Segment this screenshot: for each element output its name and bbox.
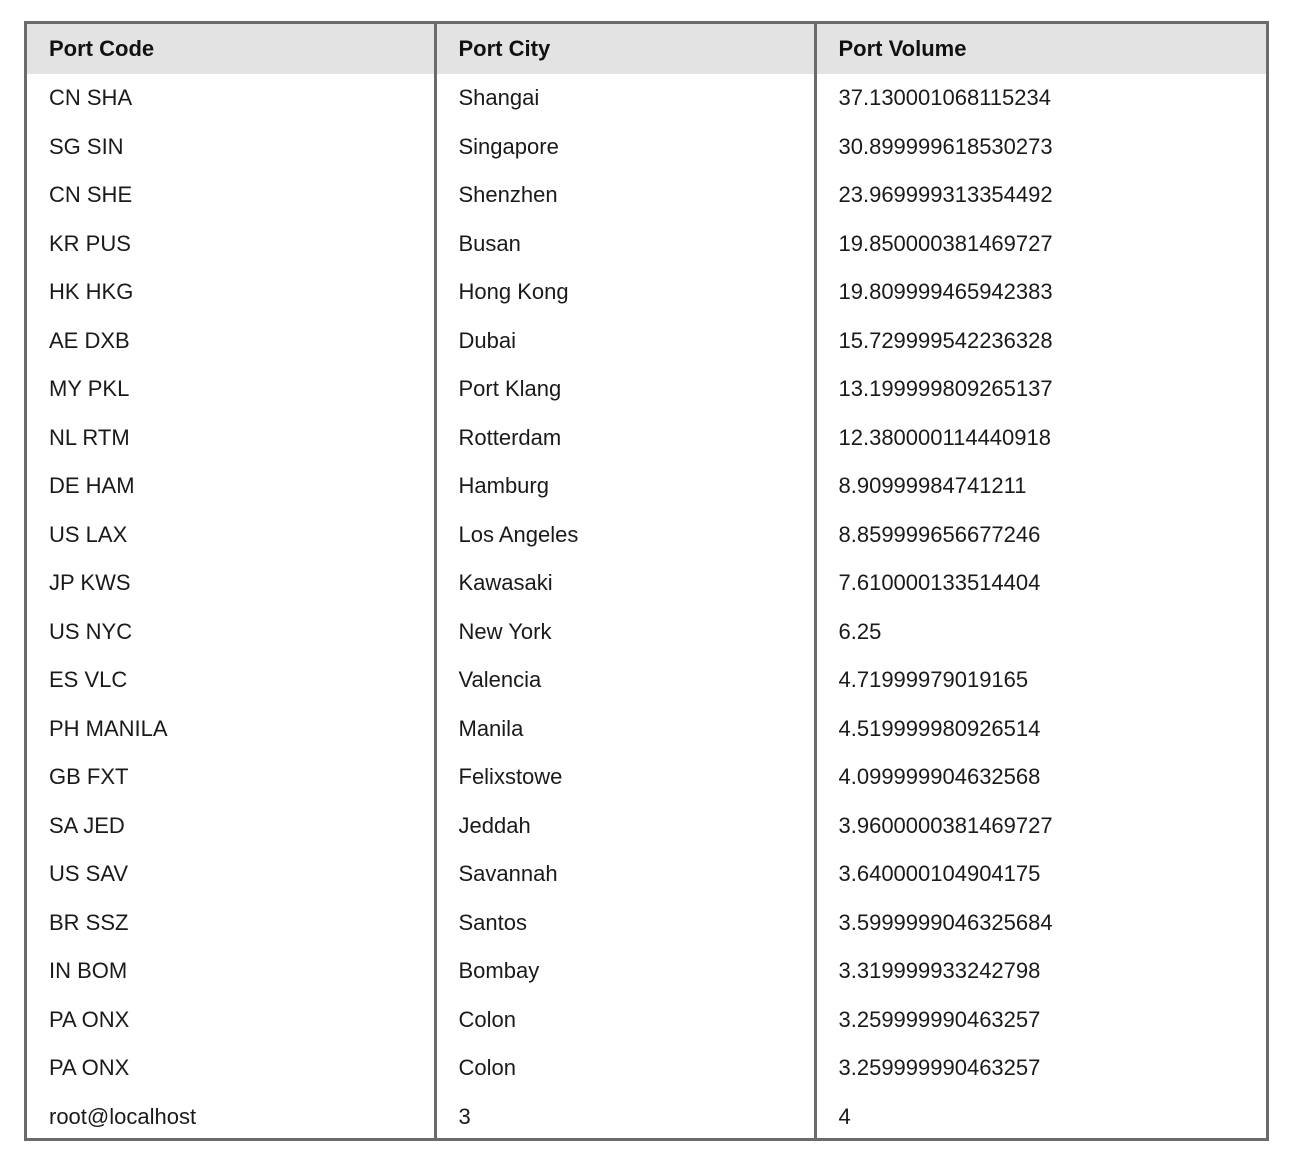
port-volume-cell: 13.199999809265137	[815, 365, 1266, 414]
port-code-cell: US SAV	[49, 861, 129, 887]
port-volume-cell: 30.899999618530273	[815, 123, 1266, 172]
port-volume-cell: 3.259999990463257	[815, 1044, 1266, 1093]
port-code-cell: NL RTM	[49, 424, 130, 450]
table-row	[27, 365, 1266, 414]
column-header-port-volume: Port Volume	[815, 24, 1266, 74]
table-row	[27, 559, 1266, 608]
table-row	[27, 268, 1266, 317]
port-city-cell: Singapore	[435, 123, 815, 172]
port-code-cell: SG SIN	[49, 133, 124, 159]
table-row	[27, 899, 1266, 948]
port-table-container	[24, 21, 1269, 1141]
table-row	[27, 947, 1266, 996]
port-volume-cell: 19.809999465942383	[815, 268, 1266, 317]
table-row	[27, 656, 1266, 705]
table-header-row	[27, 24, 1266, 74]
port-code-cell: HK HKG	[49, 279, 134, 305]
port-city-cell: Shenzhen	[435, 171, 815, 220]
table-row	[27, 608, 1266, 657]
port-code-cell: KR PUS	[49, 230, 131, 256]
port-code-cell: MY PKL	[49, 376, 130, 402]
table-row	[27, 462, 1266, 511]
port-code-cell: CN SHA	[49, 85, 133, 111]
port-code-cell: US LAX	[49, 521, 128, 547]
port-volume-cell: 6.25	[815, 608, 1266, 657]
port-volume-cell: 15.729999542236328	[815, 317, 1266, 366]
port-city-cell: Busan	[435, 220, 815, 269]
port-code-cell: IN BOM	[49, 958, 128, 984]
port-code-cell: DE HAM	[49, 473, 135, 499]
table-row	[27, 705, 1266, 754]
table-row	[27, 511, 1266, 560]
port-volume-cell: 3.259999990463257	[815, 996, 1266, 1045]
port-volume-cell: 3.640000104904175	[815, 850, 1266, 899]
table-row	[27, 123, 1266, 172]
port-city-cell: Los Angeles	[435, 511, 815, 560]
port-city-cell: Savannah	[435, 850, 815, 899]
port-city-cell: Bombay	[435, 947, 815, 996]
port-city-cell: Felixstowe	[435, 753, 815, 802]
port-volume-cell: 4.71999979019165	[815, 656, 1266, 705]
table-row	[27, 220, 1266, 269]
port-city-cell: Hamburg	[435, 462, 815, 511]
port-city-cell: Jeddah	[435, 802, 815, 851]
port-city-cell: Shangai	[435, 74, 815, 123]
port-city-cell: Rotterdam	[435, 414, 815, 463]
port-table	[27, 24, 1266, 1141]
table-row	[27, 317, 1266, 366]
port-city-cell: Colon	[435, 996, 815, 1045]
port-code-cell: JP KWS	[49, 570, 131, 596]
table-row	[27, 171, 1266, 220]
port-city-cell: Colon	[435, 1044, 815, 1093]
port-volume-cell: 4.519999980926514	[815, 705, 1266, 754]
port-code-cell: PH MANILA	[49, 715, 168, 741]
port-volume-cell: 8.90999984741211	[815, 462, 1266, 511]
port-code-cell: AE DXB	[49, 327, 130, 353]
table-row	[27, 996, 1266, 1045]
column-header-port-city: Port City	[435, 24, 815, 74]
port-code-cell: CN SHE	[49, 182, 133, 208]
table-row	[27, 753, 1266, 802]
table-row	[27, 414, 1266, 463]
port-city-cell: Dubai	[435, 317, 815, 366]
port-volume-cell: 12.380000114440918	[815, 414, 1266, 463]
port-code-cell: PA ONX	[49, 1055, 130, 1081]
port-code-cell: BR SSZ	[49, 909, 129, 935]
table-row	[27, 1093, 1266, 1142]
port-city-cell: Valencia	[435, 656, 815, 705]
port-city-cell: Hong Kong	[435, 268, 815, 317]
port-city-cell: 3	[435, 1093, 815, 1142]
port-city-cell: Manila	[435, 705, 815, 754]
port-volume-cell: 4.099999904632568	[815, 753, 1266, 802]
table-row	[27, 1044, 1266, 1093]
port-code-cell: SA JED	[49, 812, 125, 838]
port-volume-cell: 23.969999313354492	[815, 171, 1266, 220]
port-city-cell: Santos	[435, 899, 815, 948]
port-city-cell: Port Klang	[435, 365, 815, 414]
port-volume-cell: 7.610000133514404	[815, 559, 1266, 608]
port-volume-cell: 37.130001068115234	[815, 74, 1266, 123]
port-volume-cell: 19.850000381469727	[815, 220, 1266, 269]
port-city-cell: New York	[435, 608, 815, 657]
port-volume-cell: 4	[815, 1093, 1266, 1142]
table-row	[27, 802, 1266, 851]
port-volume-cell: 8.859999656677246	[815, 511, 1266, 560]
port-code-cell: PA ONX	[49, 1006, 130, 1032]
column-header-port-code: Port Code	[49, 36, 155, 61]
port-volume-cell: 3.9600000381469727	[815, 802, 1266, 851]
port-code-cell: ES VLC	[49, 667, 128, 693]
port-code-cell: root@localhost	[49, 1103, 197, 1129]
port-volume-cell: 3.319999933242798	[815, 947, 1266, 996]
table-row	[27, 850, 1266, 899]
port-code-cell: US NYC	[49, 618, 133, 644]
port-volume-cell: 3.5999999046325684	[815, 899, 1266, 948]
port-code-cell: GB FXT	[49, 764, 129, 790]
table-row	[27, 74, 1266, 123]
port-city-cell: Kawasaki	[435, 559, 815, 608]
